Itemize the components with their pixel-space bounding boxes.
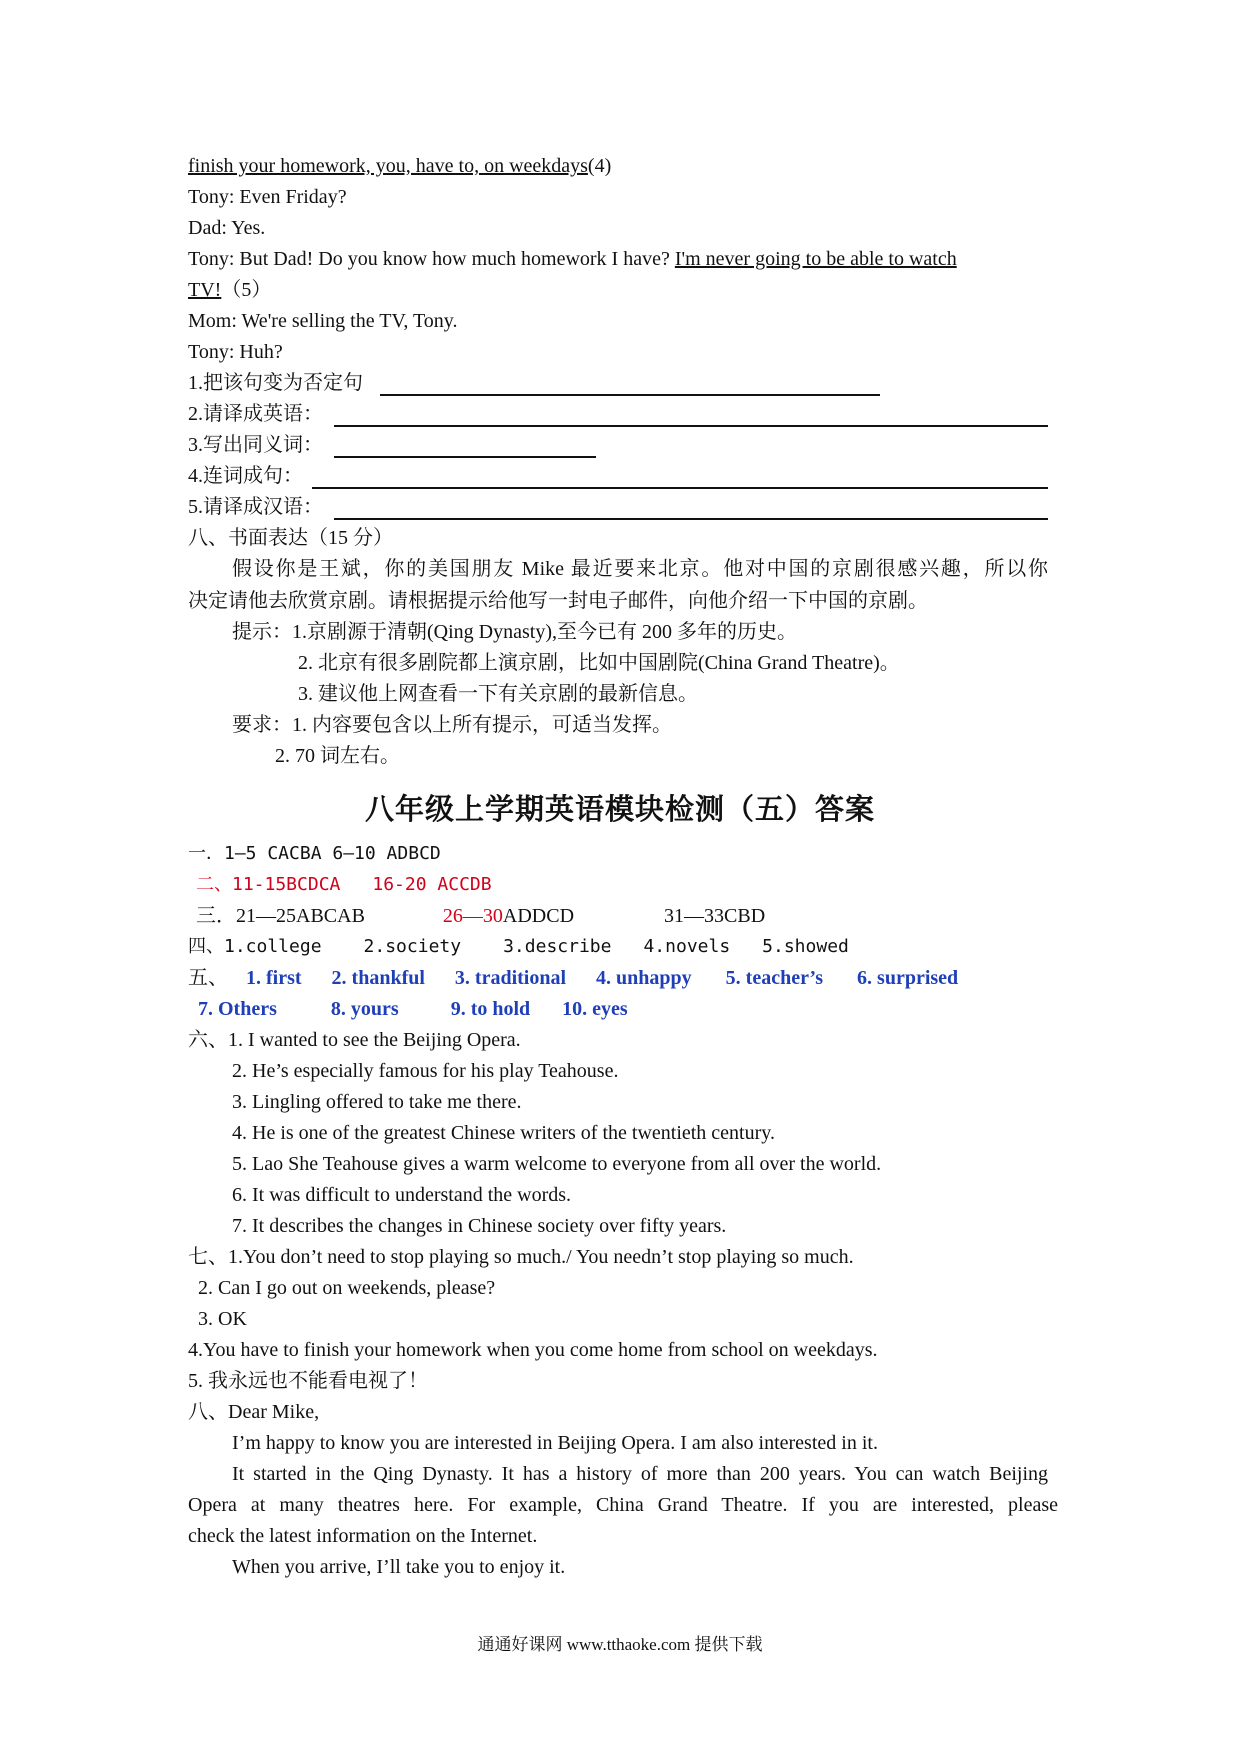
answer-sentence: 4. He is one of the greatest Chinese writers of the twentieth century. xyxy=(232,1122,775,1144)
section-heading: 八、书面表达（15 分） xyxy=(188,527,393,549)
exercise-line xyxy=(188,152,611,180)
dialogue-line: Mom: We're selling the TV, Tony. xyxy=(188,310,458,332)
dialogue-line: Dad: Yes. xyxy=(188,217,266,239)
answer-sentence: 5. 我永远也不能看电视了！ xyxy=(188,1370,428,1392)
question-label: 3.写出同义词： xyxy=(188,434,323,456)
question-label: 4.连词成句： xyxy=(188,465,303,487)
answer-group: 三．21—25ABCAB xyxy=(196,905,365,927)
dialogue-line xyxy=(188,245,957,273)
question-number: （5） xyxy=(221,279,272,301)
answer-line xyxy=(188,933,849,961)
answer-sentence: 七、1.You don’t need to stop playing so much./ You needn’t stop playing so much. xyxy=(188,1246,854,1268)
answer-sentence: 2. He’s especially famous for his play Teahouse. xyxy=(232,1060,619,1082)
question-label: 2.请译成英语： xyxy=(188,403,323,425)
hint-line: 2. 北京有很多剧院都上演京剧，比如中国剧院(China Grand Theatre)。 xyxy=(298,652,900,674)
answer-blank xyxy=(312,487,1048,489)
answer-group: 二、11-15BCDCA xyxy=(196,874,341,895)
task-paragraph: 假设你是王斌，你的美国朋友 Mike 最近要来北京。他对中国的京剧很感兴趣，所以你 xyxy=(232,558,1048,580)
answer-sentence: 5. Lao She Teahouse gives a warm welcome to everyone from all over the world. xyxy=(232,1153,882,1175)
answer-word: 四、1.college xyxy=(188,936,322,957)
answer-line xyxy=(198,995,628,1023)
answer-line xyxy=(196,871,492,899)
answer-sentence: 7. It describes the changes in Chinese society over fifty years. xyxy=(232,1215,727,1237)
answer-range: 26—30 xyxy=(442,905,503,927)
dialogue-line xyxy=(188,276,271,304)
letter-closing: When you arrive, I’ll take you to enjoy it. xyxy=(232,1556,566,1578)
question-label: 1.把该句变为否定句 xyxy=(188,372,363,394)
answer-line xyxy=(188,964,958,992)
underlined-sentence: finish your homework, you, have to, on weekdays xyxy=(188,155,588,177)
answer-sentence: 6. It was difficult to understand the words. xyxy=(232,1184,572,1206)
hint-line: 3. 建议他上网查看一下有关京剧的最新信息。 xyxy=(298,683,698,705)
page-footer: 通通好课网 www.tthaoke.com 提供下载 xyxy=(477,1635,763,1654)
answer-word: 5.showed xyxy=(762,936,849,957)
dialogue-text: Tony: But Dad! Do you know how much homework I have? xyxy=(188,248,675,270)
answer-word: 4.novels xyxy=(643,936,731,957)
answer-blank xyxy=(334,425,1048,427)
task-paragraph: 决定请他去欣赏京剧。请根据提示给他写一封电子邮件，向他介绍一下中国的京剧。 xyxy=(188,590,928,612)
letter-paragraph: I’m happy to know you are interested in Beijing Opera. I am also interested in it. xyxy=(232,1432,878,1454)
dialogue-line: Tony: Huh? xyxy=(188,341,283,363)
answer-word: 8. yours xyxy=(330,998,399,1020)
answer-group: ADDCD xyxy=(502,905,575,927)
answer-word: 1. first xyxy=(246,967,302,989)
letter-greeting: 八、Dear Mike, xyxy=(188,1401,320,1423)
answer-line xyxy=(196,902,765,930)
letter-paragraph: It started in the Qing Dynasty. It has a history of more than 200 years. You can watch Beijing xyxy=(232,1463,1048,1485)
underlined-sentence: I'm never going to be able to watch xyxy=(674,248,957,270)
dialogue-line: Tony: Even Friday? xyxy=(188,186,347,208)
answer-sentence: 3. Lingling offered to take me there. xyxy=(232,1091,522,1113)
answer-word: 5. teacher’s xyxy=(725,967,824,989)
answer-sentence: 3. OK xyxy=(198,1308,247,1330)
answer-word: 4. unhappy xyxy=(596,967,692,989)
answer-sentence: 六、1. I wanted to see the Beijing Opera. xyxy=(188,1029,521,1051)
answer-key-title: 八年级上学期英语模块检测（五）答案 xyxy=(364,792,875,826)
answer-sentence: 2. Can I go out on weekends, please? xyxy=(198,1277,496,1299)
answer-word: 10. eyes xyxy=(562,998,628,1020)
hint-line: 提示：1.京剧源于清朝(Qing Dynasty),至今已有 200 多年的历史。 xyxy=(232,621,797,643)
answer-line: 一．1—5 CACBA 6—10 ADBCD xyxy=(188,843,441,864)
answer-word: 2. thankful xyxy=(331,967,425,989)
question-label: 5.请译成汉语： xyxy=(188,496,323,518)
requirement-line: 2. 70 词左右。 xyxy=(275,745,400,767)
answer-word: 3.describe xyxy=(503,936,612,957)
question-number: (4) xyxy=(587,155,612,177)
letter-paragraph: Opera at many theatres here. For example, China Grand Theatre. If you are interested, please xyxy=(188,1494,1058,1516)
answer-blank xyxy=(380,394,880,396)
answer-word: 3. traditional xyxy=(454,967,567,989)
answer-word: 9. to hold xyxy=(450,998,531,1020)
letter-paragraph: check the latest information on the Internet. xyxy=(188,1525,538,1547)
section-number: 五、 xyxy=(188,967,228,989)
answer-word: 6. surprised xyxy=(857,967,959,989)
answer-sentence: 4.You have to finish your homework when you come home from school on weekdays. xyxy=(188,1339,878,1361)
requirement-line: 要求：1. 内容要包含以上所有提示，可适当发挥。 xyxy=(232,714,672,736)
answer-group: 16-20 ACCDB xyxy=(372,874,492,895)
answer-word: 7. Others xyxy=(198,998,277,1020)
answer-word: 2.society xyxy=(363,936,462,957)
answer-blank xyxy=(334,518,1048,520)
answer-blank xyxy=(334,456,596,458)
answer-group: 31—33CBD xyxy=(664,905,766,927)
underlined-sentence: TV! xyxy=(188,279,222,301)
